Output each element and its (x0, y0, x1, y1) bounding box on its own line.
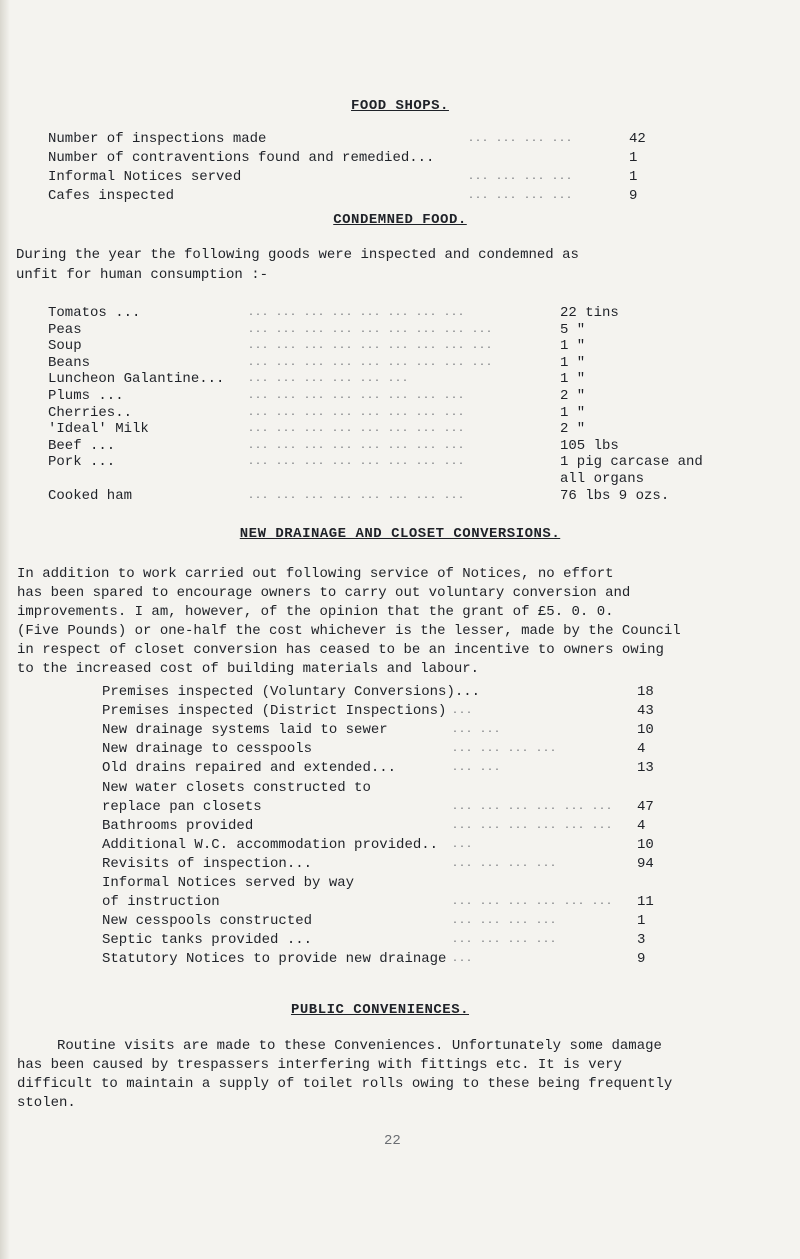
condemned-row-leader-dots: ... ... ... ... ... ... ... ... (248, 407, 466, 419)
food-shops-row-label: Number of inspections made (48, 131, 267, 147)
condemned-row-label: Plums ... (48, 388, 124, 404)
condemned-row-label: Peas (48, 321, 82, 338)
drainage-row-leader-dots: ... (452, 706, 474, 718)
drainage-row (102, 913, 662, 931)
condemned-row-leader-dots: ... ... ... ... ... ... (248, 374, 410, 386)
food-shops-row-value: 1 (629, 169, 638, 185)
condemned-row-label: 'Ideal' Milk (48, 421, 149, 438)
condemned-row-value: 1 " (560, 404, 586, 421)
drainage-row-leader-dots: ... ... ... ... (452, 858, 558, 870)
condemned-row (48, 355, 760, 373)
drainage-row (102, 684, 662, 702)
condemned-row-label: Cherries.. (48, 404, 133, 421)
condemned-row-leader-dots: ... ... ... ... ... ... ... ... ... (248, 324, 494, 336)
food-shops-row (48, 188, 698, 206)
drainage-row-label: of instruction (102, 894, 220, 911)
drainage-row-value: 4 (637, 741, 646, 758)
heading-food-shops: FOOD SHOPS. (351, 98, 449, 114)
drainage-row-value: 18 (637, 684, 654, 700)
drainage-row-value: 3 (637, 932, 646, 949)
drainage-intro-line: improvements. I am, however, of the opinion that the grant of £5. 0. 0. (17, 604, 614, 620)
food-shops-row (48, 150, 698, 168)
drainage-row-leader-dots: ... ... ... ... ... ... (452, 897, 614, 909)
condemned-row-value: 2 " (560, 388, 586, 404)
drainage-row-label: New drainage systems laid to sewer (102, 722, 388, 739)
condemned-row-leader-dots: ... ... ... ... ... ... ... ... (248, 490, 466, 502)
condemned-row-label: Luncheon Galantine... (48, 371, 225, 388)
public-text-line: has been caused by trespassers interfering with fittings etc. It is very (17, 1057, 622, 1073)
public-text-line: difficult to maintain a supply of toilet rolls owing to these being frequently (17, 1076, 673, 1092)
food-shops-row-leader-dots: ... ... ... ... (468, 172, 574, 183)
drainage-row-label: Revisits of inspection... (102, 855, 313, 872)
drainage-intro (17, 565, 681, 679)
condemned-row (48, 371, 760, 389)
drainage-intro-line: in respect of closet conversion has ceased to be an incentive to owners owing (17, 642, 664, 658)
condemned-row-label: Soup (48, 338, 82, 355)
drainage-row-label: Septic tanks provided ... (102, 932, 313, 949)
condemned-row-value: 5 " (560, 321, 586, 338)
drainage-row (102, 799, 662, 817)
drainage-row-label: New water closets constructed to (102, 779, 371, 796)
drainage-row-leader-dots: ... ... ... ... (452, 935, 558, 947)
drainage-row (102, 722, 662, 740)
drainage-row-label: Premises inspected (District Inspections) (102, 703, 447, 720)
drainage-intro-line: to the increased cost of building materials and labour. (17, 661, 480, 677)
drainage-row-value: 4 (637, 817, 646, 834)
drainage-row-value: 1 (637, 913, 646, 930)
food-shops-row-leader-dots: ... ... ... ... (468, 134, 574, 145)
drainage-row-leader-dots: ... ... (452, 763, 502, 775)
condemned-row-value: 1 " (560, 354, 586, 371)
drainage-row-leader-dots: ... ... ... ... (452, 916, 558, 928)
drainage-row-value: 43 (637, 703, 654, 720)
food-shops-row (48, 131, 698, 149)
drainage-row-leader-dots: ... ... ... ... (452, 744, 558, 756)
condemned-row-leader-dots: ... ... ... ... ... ... ... ... ... (248, 357, 494, 369)
drainage-intro-line: has been spared to encourage owners to carry out voluntary conversion and (17, 585, 631, 601)
drainage-row-leader-dots: ... ... ... ... ... ... (452, 801, 614, 813)
condemned-row-label: Beef ... (48, 437, 116, 454)
drainage-row (102, 703, 662, 721)
drainage-row (102, 818, 662, 836)
condemned-intro-line: During the year the following goods were inspected and condemned as (16, 247, 579, 263)
drainage-row (102, 932, 662, 950)
condemned-row-value: 76 lbs 9 ozs. (560, 487, 670, 504)
drainage-row-leader-dots: ... ... ... ... ... ... (452, 820, 614, 832)
drainage-row-value: 94 (637, 855, 654, 872)
condemned-row-label: Cooked ham (48, 487, 133, 504)
condemned-intro-line: unfit for human consumption :- (16, 267, 269, 283)
condemned-row-label: Beans (48, 354, 91, 371)
food-shops-row-value: 42 (629, 131, 646, 147)
drainage-row-value: 9 (637, 951, 646, 968)
drainage-row-label: Premises inspected (Voluntary Conversions)... (102, 684, 481, 700)
drainage-row-label: Bathrooms provided (102, 817, 254, 834)
condemned-row-leader-dots: ... ... ... ... ... ... ... ... ... (248, 341, 494, 353)
condemned-row (48, 488, 760, 506)
drainage-row-label: Additional W.C. accommodation provided.. (102, 836, 439, 853)
condemned-row-leader-dots: ... ... ... ... ... ... ... ... (248, 457, 466, 469)
condemned-row-leader-dots: ... ... ... ... ... ... ... ... (248, 391, 466, 402)
drainage-row-label: New cesspools constructed (102, 913, 313, 930)
drainage-row-label: New drainage to cesspools (102, 741, 313, 758)
condemned-row-value: 1 " (560, 338, 586, 355)
drainage-row-value: 11 (637, 894, 654, 911)
drainage-row (102, 894, 662, 912)
condemned-row-value: 1 " (560, 371, 586, 388)
drainage-row (102, 875, 662, 893)
heading-condemned-food: CONDEMNED FOOD. (333, 212, 467, 228)
heading-drainage: NEW DRAINAGE AND CLOSET CONVERSIONS. (239, 526, 561, 542)
drainage-row-value: 13 (637, 760, 654, 777)
page-number: 22 (384, 1133, 401, 1149)
condemned-row (48, 421, 760, 439)
heading-public-conveniences: PUBLIC CONVENIENCES. (290, 1002, 470, 1018)
drainage-row-label: replace pan closets (102, 798, 262, 815)
condemned-row (48, 305, 760, 323)
food-shops-row (48, 169, 698, 187)
condemned-intro (16, 245, 579, 285)
drainage-row-leader-dots: ... (452, 954, 474, 966)
condemned-row-value: all organs (560, 471, 645, 487)
public-text-line: Routine visits are made to these Conveniences. Unfortunately some damage (57, 1038, 662, 1054)
drainage-row (102, 856, 662, 874)
public-conveniences-text (17, 1037, 672, 1113)
condemned-row-label: Pork ... (48, 454, 116, 471)
drainage-row-label: Old drains repaired and extended... (102, 760, 397, 777)
condemned-row-leader-dots: ... ... ... ... ... ... ... ... (248, 424, 466, 436)
drainage-row (102, 741, 662, 759)
drainage-intro-line: (Five Pounds) or one-half the cost whichever is the lesser, made by the Council (17, 623, 681, 639)
condemned-row-label: Tomatos ... (48, 305, 141, 321)
drainage-row-label: Informal Notices served by way (102, 875, 355, 891)
food-shops-row-label: Number of contraventions found and remedied... (48, 150, 435, 166)
condemned-row (48, 471, 760, 489)
drainage-row (102, 951, 662, 969)
condemned-row-value: 22 tins (560, 305, 619, 321)
condemned-row (48, 454, 760, 472)
food-shops-row-label: Cafes inspected (48, 188, 175, 204)
condemned-row-leader-dots: ... ... ... ... ... ... ... ... (248, 308, 466, 319)
drainage-row-value: 10 (637, 722, 654, 739)
drainage-row-value: 47 (637, 798, 654, 815)
drainage-intro-line: In addition to work carried out following service of Notices, no effort (17, 566, 614, 582)
condemned-row (48, 405, 760, 423)
condemned-row (48, 388, 760, 406)
condemned-row-value: 2 " (560, 421, 586, 438)
food-shops-row-label: Informal Notices served (48, 169, 242, 185)
drainage-row-leader-dots: ... ... (452, 725, 502, 737)
condemned-row (48, 322, 760, 340)
condemned-row-value: 1 pig carcase and (560, 454, 703, 471)
drainage-row-leader-dots: ... (452, 839, 474, 851)
food-shops-row-value: 1 (629, 150, 638, 166)
drainage-row-label: Statutory Notices to provide new drainage (102, 951, 447, 968)
condemned-row (48, 438, 760, 456)
scan-edge-shadow (0, 0, 10, 1259)
condemned-row-value: 105 lbs (560, 437, 619, 454)
food-shops-row-leader-dots: ... ... ... ... (468, 191, 574, 202)
condemned-row-leader-dots: ... ... ... ... ... ... ... ... (248, 440, 466, 452)
drainage-row (102, 760, 662, 778)
condemned-row (48, 338, 760, 356)
drainage-row-value: 10 (637, 836, 654, 853)
drainage-row (102, 780, 662, 798)
food-shops-row-value: 9 (629, 188, 638, 204)
public-text-line: stolen. (17, 1095, 76, 1111)
drainage-row (102, 837, 662, 855)
